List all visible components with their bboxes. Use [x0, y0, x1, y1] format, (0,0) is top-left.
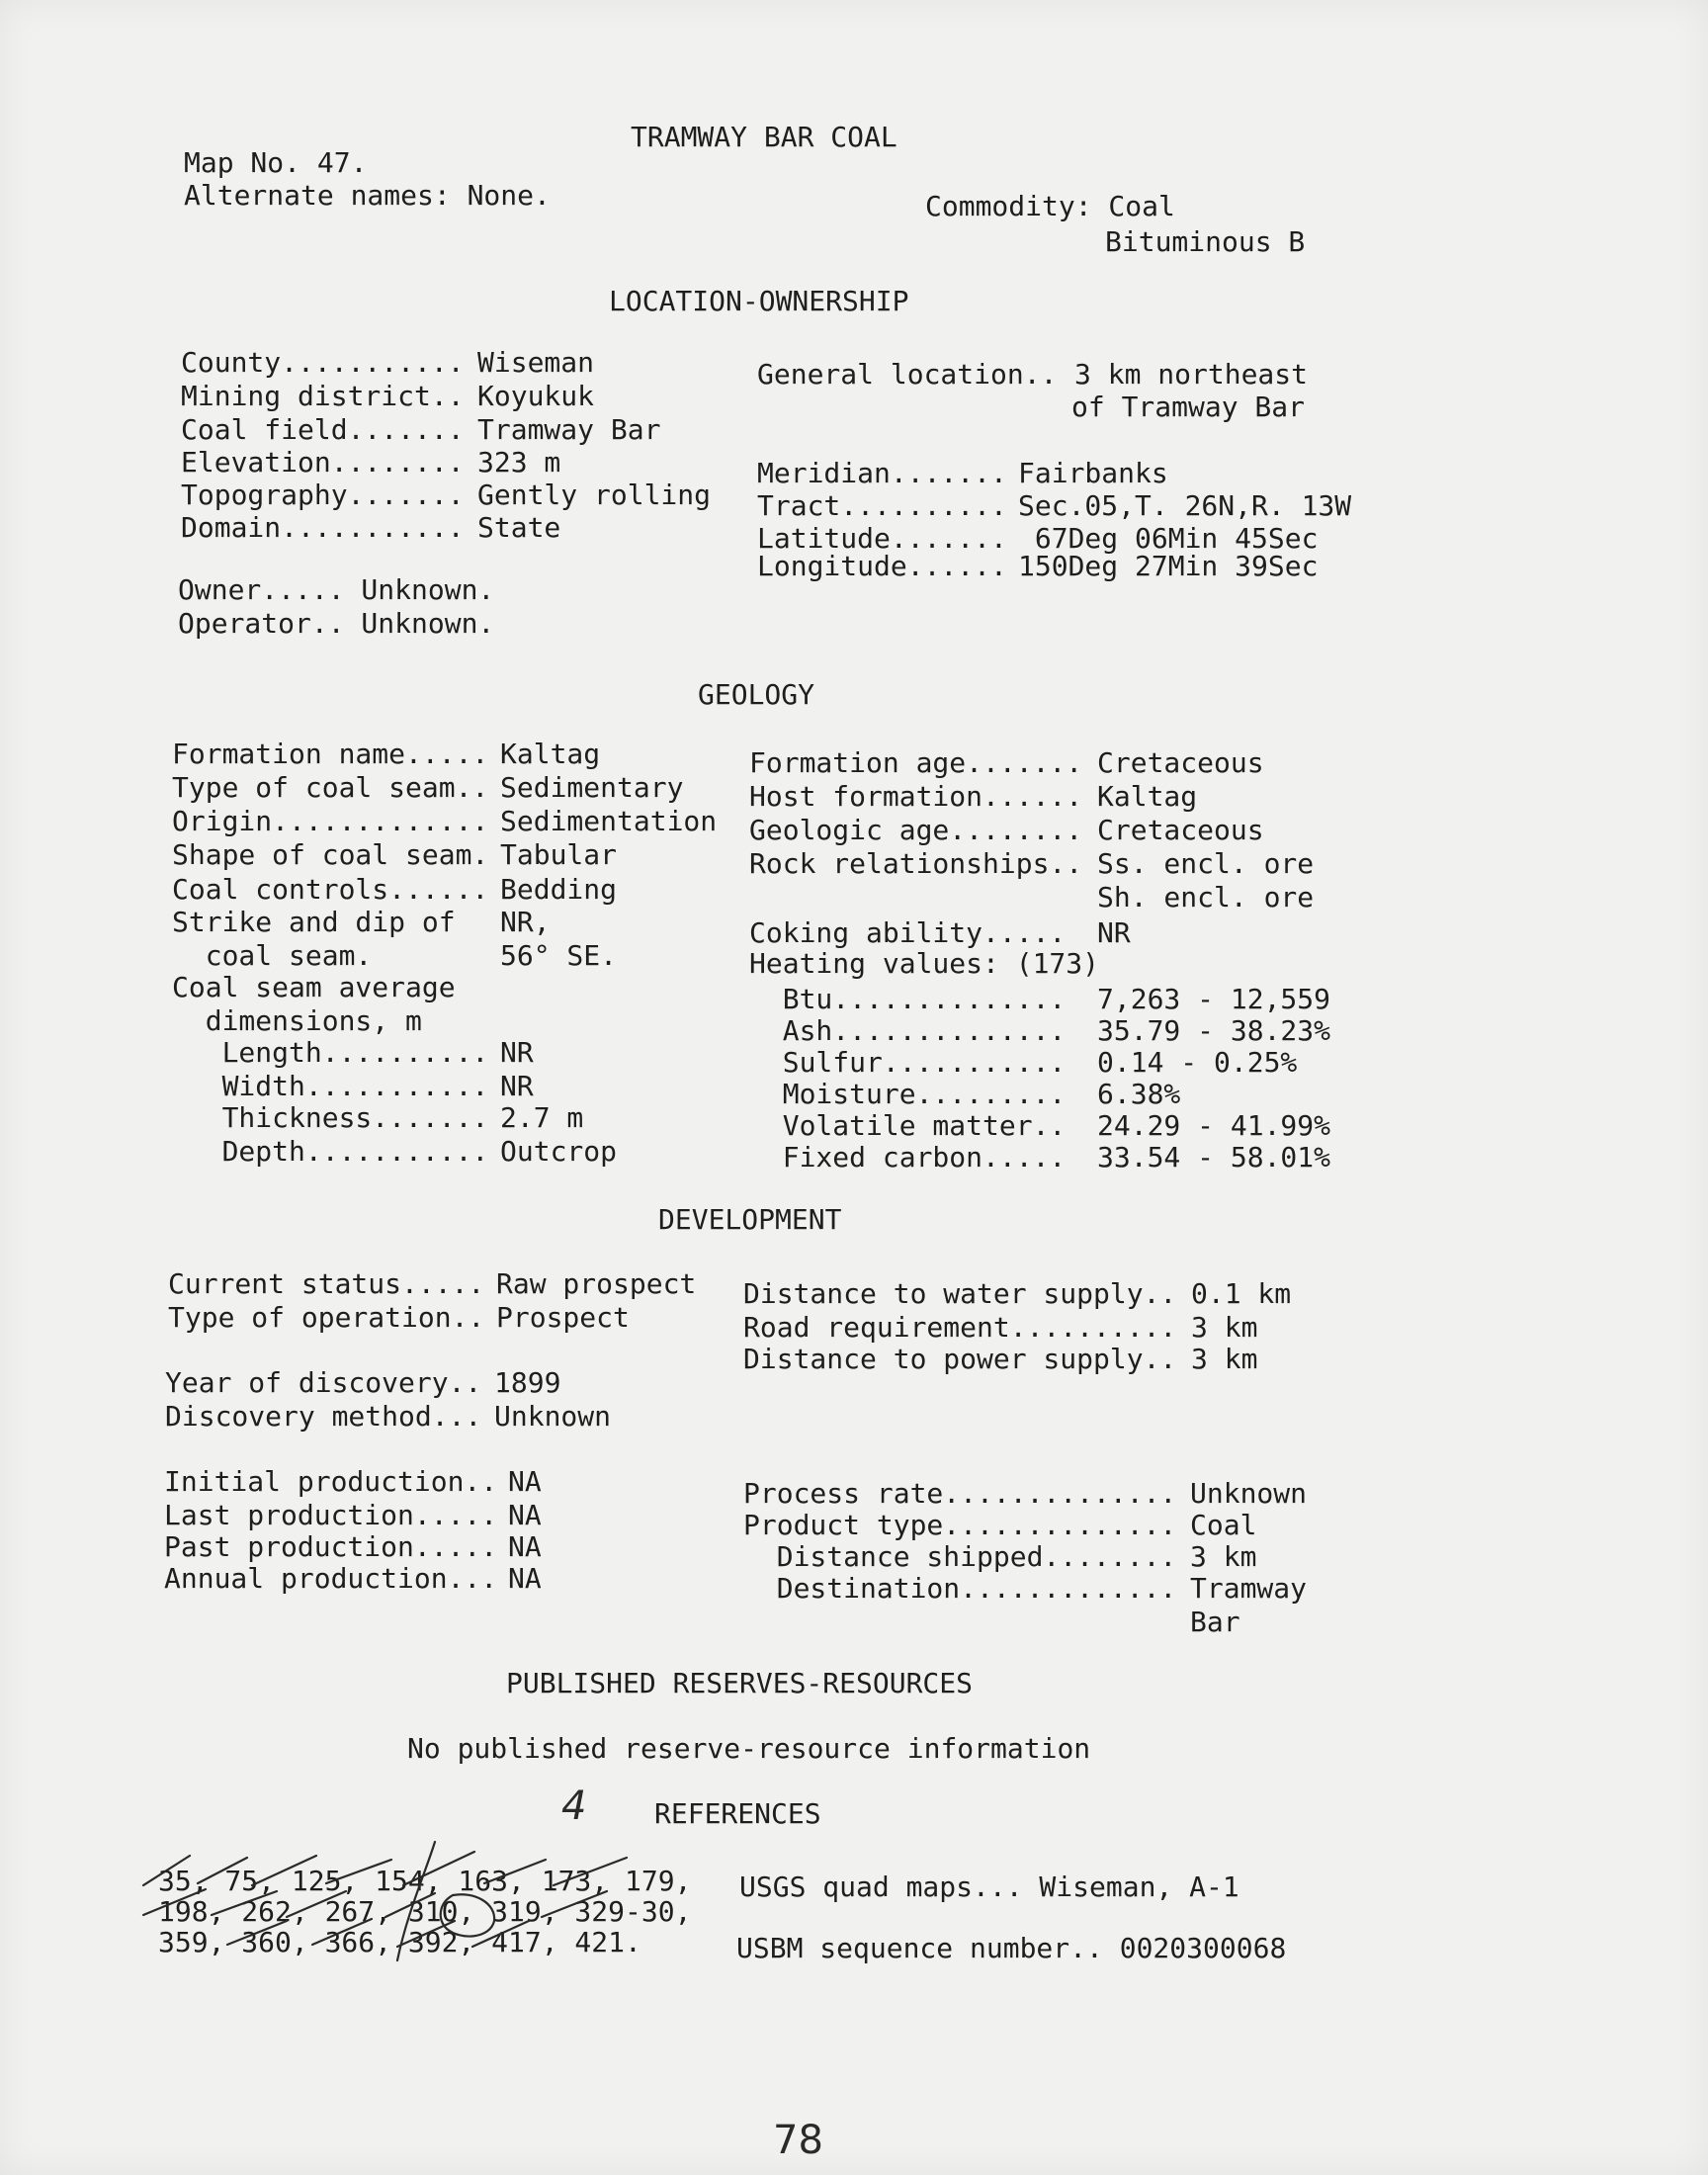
field-value: 6.38%: [1097, 1078, 1181, 1110]
field-value: 150Deg 27Min 39Sec: [1018, 550, 1319, 582]
general-location-value-2: of Tramway Bar: [1071, 391, 1306, 423]
field-label: Ash..............: [749, 1014, 1067, 1047]
field-label: Distance to water supply..: [743, 1277, 1177, 1310]
field-value: Kaltag: [500, 738, 601, 770]
field-value: NR,: [500, 906, 551, 938]
development-heading: DEVELOPMENT: [658, 1203, 842, 1236]
operator-line: Operator.. Unknown.: [178, 607, 495, 640]
field-value: Gently rolling: [477, 478, 712, 511]
document-title: TRAMWAY BAR COAL: [631, 121, 897, 153]
field-label: Thickness.......: [172, 1101, 489, 1134]
field-value: 3 km: [1191, 1311, 1258, 1344]
field-label: Process rate..............: [743, 1477, 1177, 1510]
references-heading: REFERENCES: [654, 1797, 821, 1830]
field-value: 33.54 - 58.01%: [1097, 1141, 1331, 1174]
field-label: Shape of coal seam.: [172, 838, 489, 871]
map-number: Map No. 47.: [184, 146, 368, 179]
field-value: Unknown: [494, 1400, 612, 1433]
field-value: 56° SE.: [500, 939, 618, 972]
geology-heading: GEOLOGY: [698, 678, 815, 711]
field-label: Elevation........: [181, 446, 465, 478]
reserves-heading: PUBLISHED RESERVES-RESOURCES: [506, 1667, 974, 1699]
field-value: 2.7 m: [500, 1101, 584, 1134]
field-value: 35.79 - 38.23%: [1097, 1014, 1331, 1047]
owner-line: Owner..... Unknown.: [178, 573, 495, 606]
field-label: Fixed carbon.....: [749, 1141, 1067, 1174]
field-label: Volatile matter..: [749, 1109, 1067, 1142]
field-label: Coal controls......: [172, 873, 489, 906]
commodity-type: Bituminous B: [1105, 225, 1306, 258]
field-value: Wiseman: [477, 346, 595, 379]
field-value: 3 km: [1191, 1343, 1258, 1375]
field-label: coal seam.: [172, 939, 489, 972]
field-value: Ss. encl. ore: [1097, 847, 1315, 880]
field-label: Origin.............: [172, 805, 489, 837]
field-label: Depth...........: [172, 1135, 489, 1168]
field-value: NA: [508, 1562, 542, 1595]
field-label: Coal field.......: [181, 413, 465, 446]
reference-numbers-line-3: 359, 360, 366, 392, 417, 421.: [158, 1926, 641, 1958]
field-label: Longitude......: [757, 550, 1007, 582]
field-label: dimensions, m: [172, 1004, 422, 1037]
field-label: Discovery method...: [165, 1400, 482, 1433]
field-label: Heating values: (173): [749, 947, 1100, 980]
field-value: Sec.05,T. 26N,R. 13W: [1018, 489, 1352, 522]
field-label: Formation name.....: [172, 738, 489, 770]
field-value: NR: [1097, 916, 1131, 949]
field-value: Prospect: [496, 1301, 630, 1334]
field-value: Koyukuk: [477, 380, 595, 412]
field-value: Cretaceous: [1097, 746, 1264, 779]
field-value: 323 m: [477, 446, 561, 478]
field-value: 7,263 - 12,559: [1097, 983, 1331, 1015]
field-label: Past production.....: [164, 1530, 498, 1563]
field-label: Mining district..: [181, 380, 465, 412]
alternate-names: Alternate names: None.: [184, 179, 551, 212]
field-label: Year of discovery..: [165, 1366, 482, 1399]
field-value: 3 km: [1190, 1540, 1257, 1573]
field-value: Coal: [1190, 1509, 1257, 1541]
field-label: Distance to power supply..: [743, 1343, 1177, 1375]
reserves-text: No published reserve-resource information: [407, 1732, 1091, 1765]
field-label: Formation age.......: [749, 746, 1083, 779]
field-label: Strike and dip of: [172, 906, 489, 938]
page-number: 78: [773, 2118, 823, 2163]
field-label: Coking ability.....: [749, 916, 1067, 949]
field-value: NA: [508, 1499, 542, 1531]
field-label: Initial production..: [164, 1465, 498, 1498]
field-label: Current status.....: [168, 1267, 485, 1300]
field-value: 67Deg 06Min 45Sec: [1018, 522, 1319, 555]
reference-numbers-line-1: 35, 75, 125, 154, 163, 173, 179,: [158, 1865, 692, 1897]
field-label: Meridian.......: [757, 457, 1007, 489]
field-value: NA: [508, 1530, 542, 1563]
field-label: Topography.......: [181, 478, 465, 511]
field-value: Bedding: [500, 873, 618, 906]
field-label: Sulfur...........: [749, 1046, 1067, 1079]
field-value: NA: [508, 1465, 542, 1498]
general-location-label: General location..: [757, 358, 1058, 391]
field-label: Tract..........: [757, 489, 1007, 522]
general-location-value: 3 km northeast: [1074, 358, 1309, 391]
field-value: Tramway Bar: [477, 413, 661, 446]
field-value: 0.1 km: [1191, 1277, 1292, 1310]
field-label: Product type..............: [743, 1509, 1177, 1541]
field-value: Bar: [1190, 1606, 1240, 1638]
location-ownership-heading: LOCATION-OWNERSHIP: [609, 285, 909, 317]
field-label: Length..........: [172, 1036, 489, 1069]
field-label: Moisture.........: [749, 1078, 1067, 1110]
field-value: Sedimentary: [500, 771, 684, 804]
field-label: Btu..............: [749, 983, 1067, 1015]
field-label: Annual production...: [164, 1562, 498, 1595]
field-label: Distance shipped........: [743, 1540, 1177, 1573]
field-value: Sedimentation: [500, 805, 718, 837]
field-label: Type of operation..: [168, 1301, 485, 1334]
field-label: Domain...........: [181, 511, 465, 544]
field-value: Tramway: [1190, 1572, 1308, 1605]
field-value: Tabular: [500, 838, 618, 871]
reference-numbers-line-2: 198, 262, 267, 310, 319, 329-30,: [158, 1895, 692, 1928]
field-value: NR: [500, 1070, 534, 1102]
field-label: Rock relationships..: [749, 847, 1083, 880]
field-label: Road requirement..........: [743, 1311, 1177, 1344]
field-value: Kaltag: [1097, 780, 1198, 813]
field-value: Unknown: [1190, 1477, 1308, 1510]
field-label: County...........: [181, 346, 465, 379]
field-value: 0.14 - 0.25%: [1097, 1046, 1298, 1079]
field-label: Latitude.......: [757, 522, 1007, 555]
field-value: Raw prospect: [496, 1267, 697, 1300]
field-value: State: [477, 511, 561, 544]
reference-strike-marks: [138, 1834, 712, 1982]
field-value: NR: [500, 1036, 534, 1069]
commodity: Commodity: Coal: [925, 190, 1175, 222]
field-value: Sh. encl. ore: [1097, 881, 1315, 914]
field-label: [749, 881, 1082, 914]
field-label: [743, 1606, 1176, 1639]
usbm-sequence-number: USBM sequence number.. 0020300068: [736, 1932, 1287, 1964]
handwritten-note: 4: [561, 1784, 587, 1829]
field-label: Geologic age........: [749, 814, 1083, 846]
field-label: Last production.....: [164, 1499, 498, 1531]
field-label: Type of coal seam..: [172, 771, 489, 804]
field-value: 1899: [494, 1366, 561, 1399]
field-value: 24.29 - 41.99%: [1097, 1109, 1331, 1142]
field-label: Width...........: [172, 1070, 489, 1102]
usgs-quad-maps: USGS quad maps... Wiseman, A-1: [739, 1870, 1239, 1903]
field-value: Cretaceous: [1097, 814, 1264, 846]
field-value: Fairbanks: [1018, 457, 1168, 489]
field-label: Host formation......: [749, 780, 1083, 813]
field-label: Destination.............: [743, 1572, 1177, 1605]
field-label: Coal seam average: [172, 971, 456, 1003]
field-value: Outcrop: [500, 1135, 618, 1168]
